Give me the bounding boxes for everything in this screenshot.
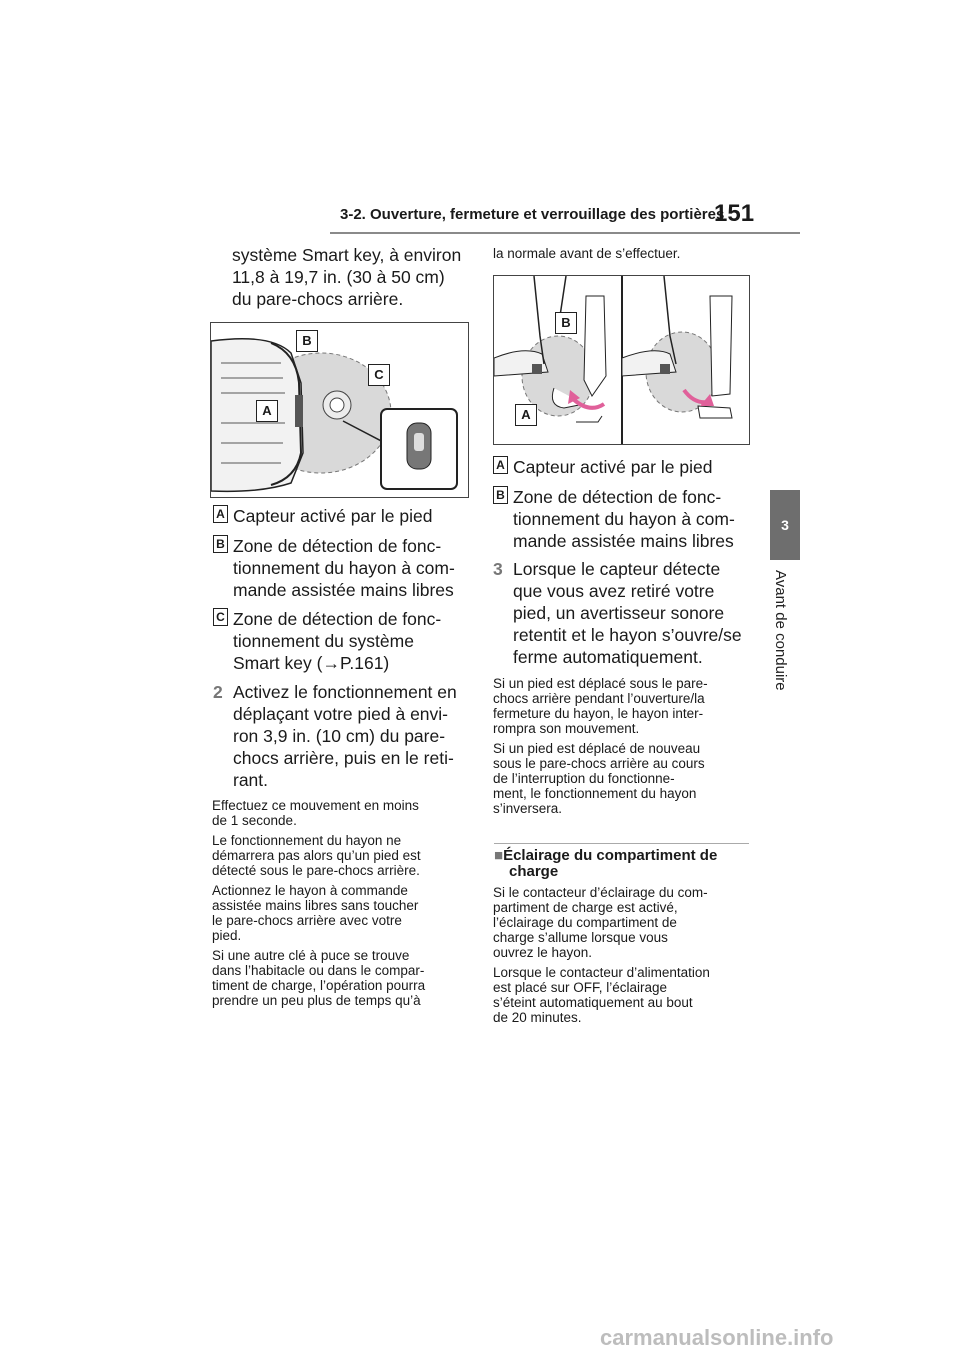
note-line: ment, le fonctionnement du hayon — [493, 786, 697, 801]
note-line: s’éteint automatiquement au bout — [493, 995, 693, 1010]
page-number: 151 — [714, 200, 755, 227]
note-line: sous le pare-chocs arrière au cours — [493, 756, 705, 771]
note-line: Effectuez ce mouvement en moins — [212, 798, 419, 813]
note-line: prendre un peu plus de temps qu’à — [212, 993, 421, 1008]
watermark: carmanualsonline.info — [600, 1325, 834, 1350]
legend-text: tionnement du système — [233, 631, 414, 651]
legend-label: C — [213, 608, 228, 626]
chapter-tab: 3 — [770, 490, 800, 560]
note-line: de 1 seconde. — [212, 813, 297, 828]
note — [212, 883, 472, 943]
section-title-line: charge — [509, 863, 559, 880]
note-line: assistée mains libres sans toucher — [212, 898, 419, 913]
section-heading — [494, 848, 717, 880]
callout-a: A — [256, 400, 278, 422]
legend-text: Capteur activé par le pied — [233, 506, 433, 526]
car-rear-illustration — [211, 323, 468, 497]
note-line: Si un pied est déplacé sous le pare- — [493, 676, 708, 691]
note-line: démarrera pas alors qu’un pied est — [212, 848, 421, 863]
chapter-title: Avant de conduire — [772, 570, 789, 691]
callout-b: B — [555, 312, 577, 334]
note-line: Si une autre clé à puce se trouve — [212, 948, 410, 963]
note-line: charge s’allume lorsque vous — [493, 930, 668, 945]
chapter-side-label — [770, 570, 800, 730]
legend-label: A — [493, 456, 508, 474]
note — [493, 885, 755, 960]
step-text: Activez le fonctionnement en — [233, 682, 457, 702]
note — [212, 948, 472, 1008]
step-text: déplaçant votre pied à envi- — [233, 704, 448, 724]
note-line: fermeture du hayon, le hayon inter- — [493, 706, 704, 721]
legend-text: tionnement du hayon à com- — [233, 558, 455, 578]
intro-line: système Smart key, à environ — [232, 245, 462, 265]
legend-label: A — [213, 505, 228, 523]
step-text: que vous avez retiré votre — [513, 581, 715, 601]
section-title-line: Éclairage du compartiment de — [503, 847, 718, 864]
callout-c: C — [368, 364, 390, 386]
legend-item-b-right — [493, 486, 753, 551]
note — [493, 676, 755, 736]
note-line: Actionnez le hayon à commande — [212, 883, 408, 898]
section-title: 3-2. Ouverture, fermeture et verrouillage des portières — [340, 206, 725, 223]
legend-item-b — [213, 535, 473, 600]
legend-item-c — [213, 608, 473, 673]
step-text: ferme automatiquement. — [513, 647, 703, 667]
intro-text — [232, 244, 461, 310]
note-line: Si le contacteur d’éclairage du com- — [493, 885, 708, 900]
note-line: de l’interruption du fonctionne- — [493, 771, 675, 786]
legend-text: Capteur activé par le pied — [513, 457, 713, 477]
intro-line: du pare-chocs arrière. — [232, 289, 404, 309]
step-text: chocs arrière, puis en le reti- — [233, 748, 454, 768]
note-line: s’inversera. — [493, 801, 563, 816]
note-line: ouvrez le hayon. — [493, 945, 593, 960]
legend-text: Zone de détection de fonc- — [513, 487, 722, 507]
step-text: rant. — [233, 770, 269, 790]
note — [212, 833, 472, 878]
notes-right — [493, 676, 755, 816]
note-line: détecté sous le pare-chocs arrière. — [212, 863, 420, 878]
note-line: l’éclairage du compartiment de — [493, 915, 677, 930]
step-number: 3 — [493, 559, 503, 579]
note-line: dans l’habitacle ou dans le compar- — [212, 963, 425, 978]
note-line: partiment de charge est activé, — [493, 900, 678, 915]
step-text: Lorsque le capteur détecte — [513, 559, 721, 579]
step-text: retentit et le hayon s’ouvre/se — [513, 625, 742, 645]
legend-text: mande assistée mains libres — [233, 580, 454, 600]
note — [493, 965, 755, 1025]
note-line: rompra son mouvement. — [493, 721, 640, 736]
callout-a: A — [515, 404, 537, 426]
header-rule — [330, 232, 800, 234]
section-notes — [493, 885, 755, 1025]
legend-text: Smart key (→P.161) — [233, 653, 390, 673]
note — [212, 798, 472, 828]
legend-item-a — [213, 505, 473, 527]
notes-left — [212, 798, 472, 1008]
note-line: est placé sur OFF, l’éclairage — [493, 980, 668, 995]
figure-sensor-zones — [210, 322, 469, 498]
section-divider — [494, 843, 749, 844]
section-marker: ■ — [494, 847, 504, 864]
note-line: chocs arrière pendant l’ouverture/la — [493, 691, 705, 706]
step-text: pied, un avertisseur sonore — [513, 603, 725, 623]
note — [493, 741, 755, 816]
legend-label: B — [493, 486, 508, 504]
legend-text: Zone de détection de fonc- — [233, 536, 442, 556]
note-line: Lorsque le contacteur d’alimentation — [493, 965, 710, 980]
step-number: 2 — [213, 682, 223, 702]
note-line: pied. — [212, 928, 242, 943]
step-text: ron 3,9 in. (10 cm) du pare- — [233, 726, 446, 746]
continuation-text: la normale avant de s’effectuer. — [493, 246, 681, 261]
note-line: de 20 minutes. — [493, 1010, 582, 1025]
legend-label: B — [213, 535, 228, 553]
figure-foot-motion — [493, 275, 750, 445]
legend-text: mande assistée mains libres — [513, 531, 734, 551]
intro-line: 11,8 à 19,7 in. (30 à 50 cm) — [232, 267, 445, 287]
callout-b: B — [296, 330, 318, 352]
note-line: le pare-chocs arrière avec votre — [212, 913, 402, 928]
note-line: Si un pied est déplacé de nouveau — [493, 741, 701, 756]
legend-text: Zone de détection de fonc- — [233, 609, 442, 629]
note-line: timent de charge, l’opération pourra — [212, 978, 426, 993]
legend-text: tionnement du hayon à com- — [513, 509, 735, 529]
note-line: Le fonctionnement du hayon ne — [212, 833, 402, 848]
legend-item-a-right — [493, 456, 753, 478]
